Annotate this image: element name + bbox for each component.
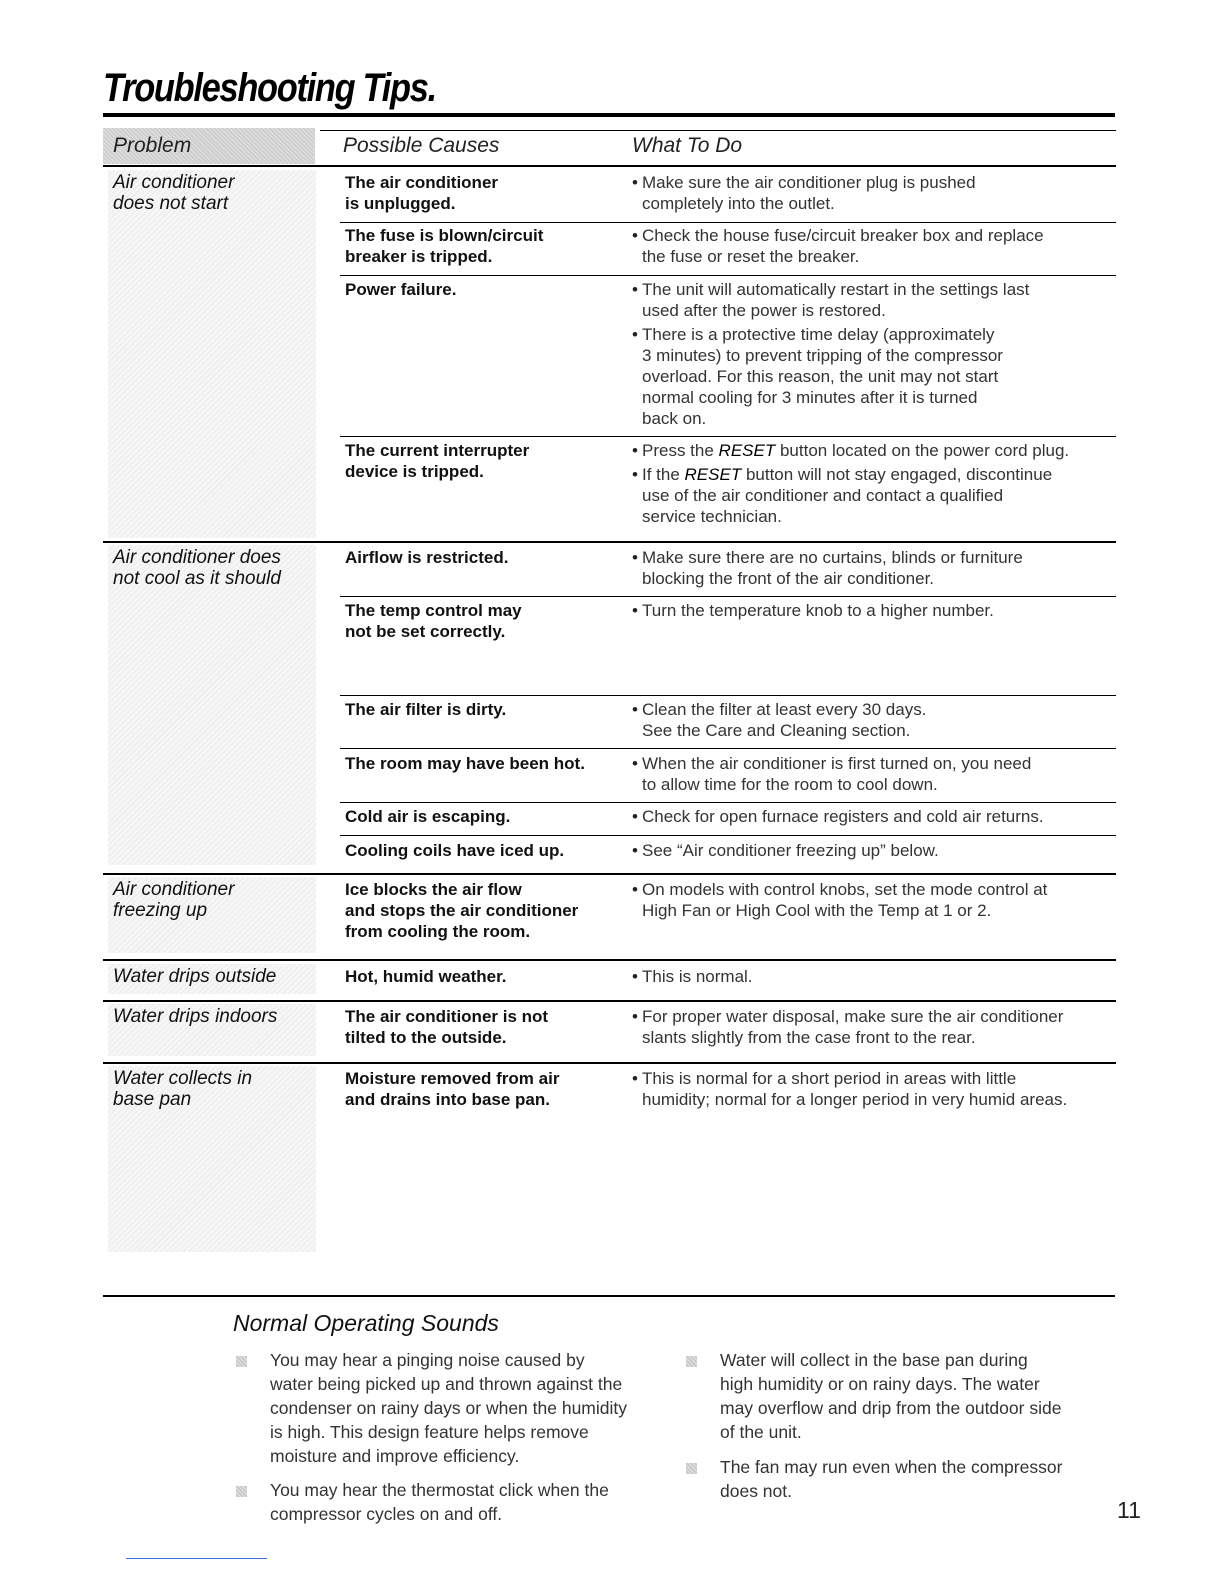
square-bullet-icon — [686, 1356, 697, 1367]
group-divider — [103, 959, 1116, 961]
bullet-item: • Clean the filter at least every 30 days. See the Care and Cleaning section. — [632, 699, 1112, 741]
todo-text — [632, 753, 1112, 795]
cause-text: Airflow is restricted. — [345, 548, 509, 567]
bullet-item: • When the air conditioner is first turned on, you need to allow time for the room to cool down. — [632, 753, 1112, 795]
bullet-item: • There is a protective time delay (approximately 3 minutes) to prevent tripping of the compressor overload. For this reason, the unit may not start normal cooling for 3 minutes after it is turned back on. — [632, 324, 1112, 429]
problem-cell-background — [108, 545, 316, 865]
footer-blue-rule — [126, 1558, 267, 1559]
todo-text — [632, 879, 1112, 921]
bullet-item: • Press the RESET button located on the power cord plug. — [632, 440, 1112, 461]
problem-label: Water drips outside — [113, 966, 277, 987]
todo-text — [632, 547, 1112, 589]
problem-cell-background — [108, 170, 316, 538]
cause-text: The temp control may not be set correctly. — [345, 601, 522, 641]
sound-item: The fan may run even when the compressor does not. — [720, 1457, 1063, 1501]
column-header-what-to-do: What To Do — [632, 134, 743, 157]
todo-text — [632, 225, 1112, 267]
title-rule — [103, 113, 1115, 117]
problem-label: Air conditioner freezing up — [113, 879, 235, 921]
bullet-item: • This is normal. — [632, 966, 1112, 987]
todo-text — [632, 1068, 1112, 1110]
bullet-item: • See “Air conditioner freezing up” below. — [632, 840, 1112, 861]
group-divider — [103, 873, 1116, 875]
todo-text — [632, 172, 1112, 214]
todo-text — [632, 840, 1112, 861]
sound-item: You may hear a pinging noise caused by water being picked up and thrown against the condenser on rainy days or when the humidity is high. This design feature helps remove moisture and improve efficiency. — [270, 1350, 628, 1466]
todo-text — [632, 1006, 1112, 1048]
cause-text: Ice blocks the air flow and stops the air conditioner from cooling the room. — [345, 880, 579, 941]
cause-text: Cold air is escaping. — [345, 807, 511, 826]
todo-text — [632, 600, 1112, 621]
todo-text — [632, 279, 1112, 429]
cause-text: The air filter is dirty. — [345, 700, 507, 719]
column-header-problem: Problem — [103, 128, 315, 164]
row-divider — [340, 436, 1116, 437]
problem-label: Air conditioner does not cool as it should — [113, 547, 281, 589]
bullet-item: • On models with control knobs, set the mode control at High Fan or High Cool with the Temp at 1 or 2. — [632, 879, 1112, 921]
cause-text: The air conditioner is unplugged. — [345, 173, 499, 213]
cause-text: The air conditioner is not tilted to the outside. — [345, 1007, 549, 1047]
bullet-item: • If the RESET button will not stay engaged, discontinue use of the air conditioner and contact a qualified service technician. — [632, 464, 1112, 527]
row-divider — [340, 222, 1116, 223]
problem-label: Water drips indoors — [113, 1006, 278, 1027]
square-bullet-icon — [686, 1463, 697, 1474]
cause-text: The current interrupter device is tripped. — [345, 441, 530, 481]
cause-text: Cooling coils have iced up. — [345, 841, 565, 860]
page-title: Troubleshooting Tips. — [103, 66, 436, 110]
bullet-item: • This is normal for a short period in areas with little humidity; normal for a longer period in very humid areas. — [632, 1068, 1112, 1110]
cause-text: The fuse is blown/circuit breaker is tripped. — [345, 226, 544, 266]
bullet-item: • The unit will automatically restart in the settings last used after the power is restored. — [632, 279, 1112, 321]
bullet-item: • Make sure the air conditioner plug is pushed completely into the outlet. — [632, 172, 1112, 214]
group-divider — [103, 1062, 1116, 1064]
bullet-item: • Check the house fuse/circuit breaker box and replace the fuse or reset the breaker. — [632, 225, 1112, 267]
section-rule — [103, 1295, 1115, 1297]
section-title: Normal Operating Sounds — [233, 1310, 499, 1336]
problem-label: Water collects in base pan — [113, 1068, 253, 1110]
header-top-rule — [320, 130, 1116, 131]
square-bullet-icon — [236, 1356, 247, 1367]
header-bottom-rule — [103, 165, 1116, 167]
row-divider — [340, 802, 1116, 803]
cause-text: Moisture removed from air and drains into base pan. — [345, 1069, 560, 1109]
todo-text — [632, 699, 1112, 741]
row-divider — [340, 748, 1116, 749]
sound-item: You may hear the thermostat click when the compressor cycles on and off. — [270, 1480, 609, 1524]
row-divider — [340, 695, 1116, 696]
column-header-causes: Possible Causes — [343, 134, 500, 157]
page-number: 11 — [1117, 1497, 1141, 1523]
cause-text: Hot, humid weather. — [345, 967, 507, 986]
bullet-item: • Check for open furnace registers and cold air returns. — [632, 806, 1112, 827]
bullet-item: • For proper water disposal, make sure the air conditioner slants slightly from the case front to the rear. — [632, 1006, 1112, 1048]
cause-text: Power failure. — [345, 280, 457, 299]
group-divider — [103, 541, 1116, 543]
row-divider — [340, 275, 1116, 276]
todo-text — [632, 440, 1112, 527]
bullet-item: • Make sure there are no curtains, blinds or furniture blocking the front of the air conditioner. — [632, 547, 1112, 589]
todo-text — [632, 806, 1112, 827]
group-divider — [103, 1000, 1116, 1002]
sound-item: Water will collect in the base pan during high humidity or on rainy days. The water may overflow and drip from the outdoor side of the unit. — [720, 1350, 1062, 1442]
row-divider — [340, 596, 1116, 597]
cause-text: The room may have been hot. — [345, 754, 585, 773]
bullet-item: • Turn the temperature knob to a higher number. — [632, 600, 1112, 621]
square-bullet-icon — [236, 1486, 247, 1497]
todo-text — [632, 966, 1112, 987]
row-divider — [340, 835, 1116, 836]
problem-label: Air conditioner does not start — [113, 172, 235, 214]
